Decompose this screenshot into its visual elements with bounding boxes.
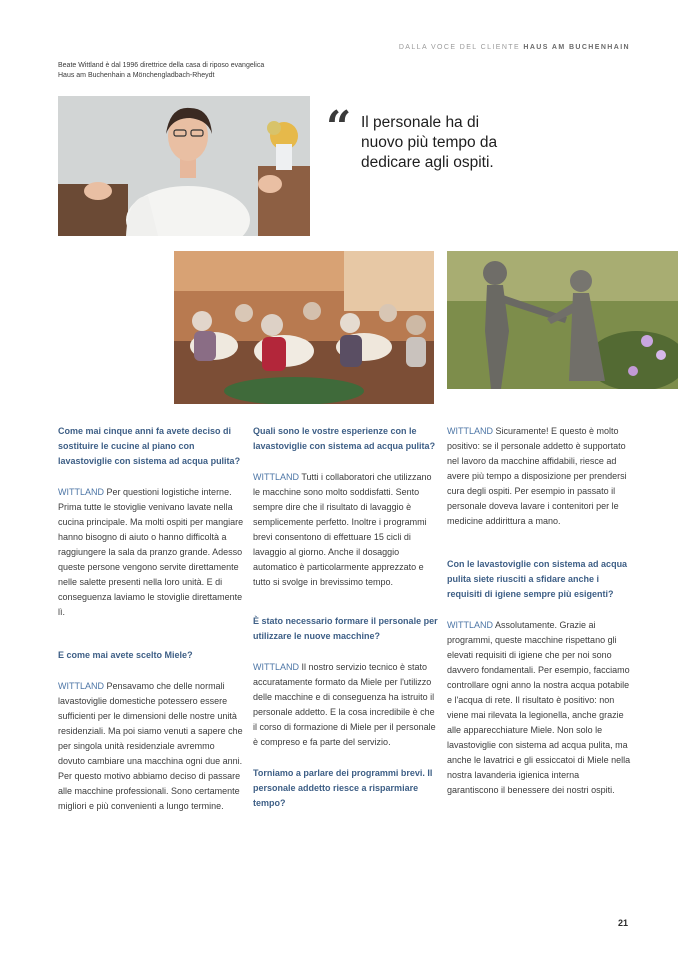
header-section-label: DALLA VOCE DEL CLIENTE	[398, 44, 521, 51]
question-heading: Come mai cinque anni fa avete deciso di sostituire le cucine al piano con lavastoviglie con sistema ad acqua pulita?	[58, 426, 241, 466]
question-heading: Con le lavastoviglie con sistema ad acqua pulita siete riusciti a sfidare anche i requisiti di igiene sempre più esigenti?	[447, 559, 628, 599]
portrait-photo	[58, 96, 310, 236]
answer-text: Pensavamo che delle normali lavastoviglie domestiche potessero essere sufficienti per le dimensioni delle nostre unità residenziali. Ma poi siamo venuti a sapere che per singola unità residenziale avremmo dovuto cambiare una macchina ogni due anni. Per questo motivo abbiamo deciso di passare alle macchine professionali. Sono certamente migliori e più convenienti a lungo termine.	[58, 681, 243, 811]
photo-caption	[58, 61, 338, 81]
speaker-label: WITTLAND	[253, 662, 299, 672]
text-column-2	[253, 424, 439, 811]
speaker-label: WITTLAND	[58, 487, 104, 497]
page-number: 21	[617, 918, 628, 928]
answer-paragraph	[253, 660, 439, 750]
answer-text: Assolutamente. Grazie ai programmi, queste macchine rispettano gli elevati requisiti di igiene che per noi sono davvero fondamentali. Per esempio, facciamo controllare ogni anno la nostra acqua potabile e l'acqua di rete. Il risultato è positivo: non viene mai rilevata la legionella, anche grazie alle apparecchiature Miele. Non solo le lavastoviglie con sistema ad acqua pulita, ma anche le lavatrici e gli essiccatoi di Miele nella nostra lavanderia igienica interna garantiscono il benessere dei nostri ospiti.	[447, 620, 631, 795]
dining-room-photo	[174, 251, 434, 404]
question-heading: E come mai avete scelto Miele?	[58, 650, 193, 660]
answer-paragraph	[447, 618, 633, 798]
quote-mark: “	[326, 102, 352, 153]
question-heading: È stato necessario formare il personale per utilizzare le nuove macchine?	[253, 616, 438, 641]
answer-text: Il nostro servizio tecnico è stato accuratamente formato da Miele per l'utilizzo delle macchine e di conseguenza ha istruito il personale addetto. E la cosa incredibile è che il corso di formazione di Miele per il personale è compreso e fa parte del servizio.	[253, 662, 436, 747]
answer-paragraph	[447, 424, 633, 529]
answer-paragraph	[253, 470, 439, 590]
answer-paragraph	[58, 679, 244, 814]
header-client-name: HAUS AM BUCHENHAIN	[523, 44, 630, 51]
sculpture-photo	[447, 251, 678, 389]
answer-text: Per questioni logistiche interne. Prima tutte le stoviglie venivano lavate nella cucina principale. Ma molti ospiti per mangiare hanno bisogno di aiuto o hanno difficoltà a raggiungere la sala da pranzo grande. Adesso queste persone vengono servite direttamente nelle salette presenti nella loro unità. E di conseguenza laviamo le stoviglie direttamente lì.	[58, 487, 244, 617]
speaker-label: WITTLAND	[447, 426, 493, 436]
answer-text: Tutti i collaboratori che utilizzano le macchine sono molto soddisfatti. Sento sempre dire che il risultato di lavaggio è semplicemente perfetto. Inoltre i programmi brevi consentono di effettuare 15 cicli di lavaggio al giorno. Anche il dosaggio automatico è particolarmente apprezzato e tutto si svolge in brevissimo tempo.	[253, 472, 432, 587]
speaker-label: WITTLAND	[253, 472, 299, 482]
answer-paragraph	[58, 485, 244, 620]
page-header	[399, 44, 630, 51]
caption-line-2: Haus am Buchenhain a Mönchengladbach-Rheydt	[58, 72, 215, 79]
pull-quote: Il personale ha di nuovo più tempo da dedicare agli ospiti.	[361, 114, 498, 171]
caption-line-1: Beate Wittland è dal 1996 direttrice della casa di riposo evangelica	[58, 62, 265, 69]
speaker-label: WITTLAND	[447, 620, 493, 630]
text-column-3	[447, 424, 633, 798]
text-column-1	[58, 424, 244, 814]
question-heading: Quali sono le vostre esperienze con le lavastoviglie con sistema ad acqua pulita?	[253, 426, 436, 451]
speaker-label: WITTLAND	[58, 681, 104, 691]
answer-text: Sicuramente! E questo è molto positivo: se il personale addetto è supportato nel lavoro da macchine affidabili, riesce ad avere più tempo a disposizione per prendersi cura degli ospiti. Per esempio in passato il personale doveva lavare i contenitori per le medicine addirittura a mano.	[447, 426, 627, 526]
question-heading: Torniamo a parlare dei programmi brevi. Il personale addetto riesce a risparmiare tempo?	[253, 768, 433, 808]
